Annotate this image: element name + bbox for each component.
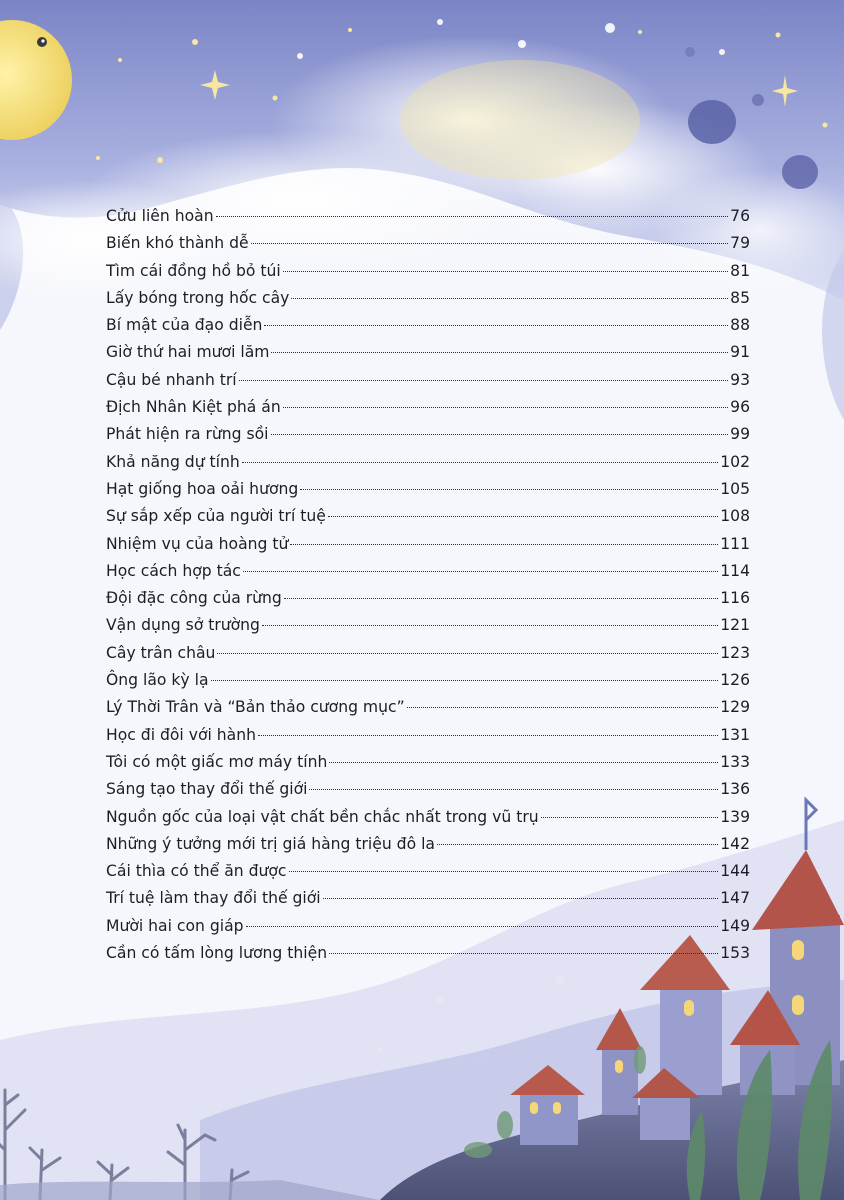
toc-entry[interactable] bbox=[106, 940, 750, 967]
toc-entry-title: Những ý tưởng mới trị giá hàng triệu đô la bbox=[106, 834, 435, 853]
toc-entry[interactable] bbox=[106, 612, 750, 639]
toc-entry[interactable] bbox=[106, 421, 750, 448]
dot-leader bbox=[407, 707, 719, 708]
dot-leader bbox=[328, 516, 718, 517]
dot-leader bbox=[283, 271, 728, 272]
toc-entry-page-number: 144 bbox=[720, 862, 750, 881]
toc-entry-title: Đội đặc công của rừng bbox=[106, 589, 282, 608]
toc-entry[interactable] bbox=[106, 776, 750, 803]
toc-entry-title: Biến khó thành dễ bbox=[106, 234, 249, 253]
toc-entry-page-number: 105 bbox=[720, 479, 750, 498]
dot-leader bbox=[271, 352, 728, 353]
dot-leader bbox=[239, 380, 729, 381]
toc-entry-title: Phát hiện ra rừng sồi bbox=[106, 425, 269, 444]
dot-leader bbox=[284, 598, 718, 599]
toc-entry[interactable] bbox=[106, 749, 750, 776]
toc-entry[interactable] bbox=[106, 394, 750, 421]
toc-entry[interactable] bbox=[106, 230, 750, 257]
toc-entry-page-number: 91 bbox=[730, 343, 750, 362]
dot-leader bbox=[271, 434, 729, 435]
table-of-contents bbox=[106, 203, 750, 967]
toc-entry[interactable] bbox=[106, 203, 750, 230]
dot-leader bbox=[243, 571, 718, 572]
toc-entry[interactable] bbox=[106, 804, 750, 831]
toc-entry-page-number: 142 bbox=[720, 834, 750, 853]
toc-entry-title: Giờ thứ hai mươi lăm bbox=[106, 343, 270, 362]
toc-entry-page-number: 93 bbox=[730, 370, 750, 389]
toc-entry-title: Nhiệm vụ của hoàng tử bbox=[106, 534, 289, 553]
toc-entry-page-number: 99 bbox=[730, 425, 750, 444]
toc-entry-page-number: 149 bbox=[720, 916, 750, 935]
toc-entry-page-number: 131 bbox=[720, 725, 750, 744]
toc-entry-page-number: 133 bbox=[720, 752, 750, 771]
dot-leader bbox=[437, 844, 718, 845]
dot-leader bbox=[290, 544, 718, 545]
dot-leader bbox=[541, 817, 719, 818]
toc-entry-title: Cây trân châu bbox=[106, 643, 216, 662]
toc-entry[interactable] bbox=[106, 449, 750, 476]
toc-entry[interactable] bbox=[106, 913, 750, 940]
dot-leader bbox=[283, 407, 728, 408]
toc-entry[interactable] bbox=[106, 531, 750, 558]
dot-leader bbox=[309, 789, 718, 790]
toc-entry-title: Hạt giống hoa oải hương bbox=[106, 479, 299, 498]
toc-entry-page-number: 129 bbox=[720, 698, 750, 717]
toc-entry-title: Lấy bóng trong hốc cây bbox=[106, 288, 290, 307]
dot-leader bbox=[217, 653, 718, 654]
toc-entry[interactable] bbox=[106, 503, 750, 530]
toc-entry[interactable] bbox=[106, 312, 750, 339]
toc-entry-page-number: 126 bbox=[720, 671, 750, 690]
dot-leader bbox=[251, 243, 729, 244]
toc-entry[interactable] bbox=[106, 831, 750, 858]
toc-entry-page-number: 108 bbox=[720, 507, 750, 526]
toc-entry[interactable] bbox=[106, 558, 750, 585]
toc-entry-title: Trí tuệ làm thay đổi thế giới bbox=[106, 889, 321, 908]
toc-entry[interactable] bbox=[106, 722, 750, 749]
dot-leader bbox=[262, 625, 718, 626]
toc-entry-page-number: 114 bbox=[720, 561, 750, 580]
toc-entry-page-number: 147 bbox=[720, 889, 750, 908]
dot-leader bbox=[329, 953, 718, 954]
toc-entry[interactable] bbox=[106, 640, 750, 667]
dot-leader bbox=[258, 735, 718, 736]
toc-entry[interactable] bbox=[106, 258, 750, 285]
toc-entry-page-number: 123 bbox=[720, 643, 750, 662]
dot-leader bbox=[216, 216, 729, 217]
toc-entry-page-number: 79 bbox=[730, 234, 750, 253]
toc-entry-title: Học đi đôi với hành bbox=[106, 725, 256, 744]
toc-entry-page-number: 121 bbox=[720, 616, 750, 635]
toc-entry[interactable] bbox=[106, 367, 750, 394]
toc-entry-title: Sáng tạo thay đổi thế giới bbox=[106, 780, 308, 799]
dot-leader bbox=[264, 325, 728, 326]
toc-entry-page-number: 139 bbox=[720, 807, 750, 826]
toc-entry-page-number: 88 bbox=[730, 316, 750, 335]
dot-leader bbox=[246, 926, 719, 927]
toc-entry[interactable] bbox=[106, 285, 750, 312]
toc-entry[interactable] bbox=[106, 667, 750, 694]
toc-entry-title: Cái thìa có thể ăn được bbox=[106, 862, 287, 881]
toc-entry-title: Sự sắp xếp của người trí tuệ bbox=[106, 507, 326, 526]
toc-entry[interactable] bbox=[106, 858, 750, 885]
toc-entry-page-number: 85 bbox=[730, 288, 750, 307]
dot-leader bbox=[289, 871, 719, 872]
dot-leader bbox=[329, 762, 718, 763]
toc-entry-title: Lý Thời Trân và “Bản thảo cương mục” bbox=[106, 698, 405, 717]
toc-entry-title: Cần có tấm lòng lương thiện bbox=[106, 944, 328, 963]
toc-entry-page-number: 116 bbox=[720, 589, 750, 608]
toc-entry-title: Cậu bé nhanh trí bbox=[106, 370, 237, 389]
toc-entry-page-number: 96 bbox=[730, 398, 750, 417]
toc-entry-page-number: 153 bbox=[720, 944, 750, 963]
toc-entry-title: Bí mật của đạo diễn bbox=[106, 316, 263, 335]
toc-entry-title: Cửu liên hoàn bbox=[106, 207, 214, 225]
dot-leader bbox=[323, 898, 719, 899]
toc-entry[interactable] bbox=[106, 339, 750, 366]
toc-entry-title: Học cách hợp tác bbox=[106, 561, 241, 580]
toc-entry-title: Ông lão kỳ lạ bbox=[106, 671, 209, 690]
toc-entry-page-number: 76 bbox=[730, 207, 750, 225]
toc-entry[interactable] bbox=[106, 585, 750, 612]
toc-entry[interactable] bbox=[106, 694, 750, 721]
dot-leader bbox=[291, 298, 728, 299]
toc-entry-title: Tìm cái đồng hồ bỏ túi bbox=[106, 261, 281, 280]
dot-leader bbox=[300, 489, 718, 490]
toc-entry[interactable] bbox=[106, 476, 750, 503]
toc-entry-page-number: 111 bbox=[720, 534, 750, 553]
toc-entry-title: Mười hai con giáp bbox=[106, 916, 244, 935]
toc-entry-title: Tôi có một giấc mơ máy tính bbox=[106, 752, 328, 771]
toc-entry-page-number: 102 bbox=[720, 452, 750, 471]
toc-entry-title: Vận dụng sở trường bbox=[106, 616, 260, 635]
toc-entry-title: Khả năng dự tính bbox=[106, 452, 240, 471]
dot-leader bbox=[211, 680, 719, 681]
dot-leader bbox=[242, 462, 718, 463]
toc-entry[interactable] bbox=[106, 885, 750, 912]
toc-entry-page-number: 81 bbox=[730, 261, 750, 280]
toc-entry-title: Địch Nhân Kiệt phá án bbox=[106, 398, 281, 417]
toc-entry-page-number: 136 bbox=[720, 780, 750, 799]
toc-entry-title: Nguồn gốc của loại vật chất bền chắc nhất trong vũ trụ bbox=[106, 807, 539, 826]
